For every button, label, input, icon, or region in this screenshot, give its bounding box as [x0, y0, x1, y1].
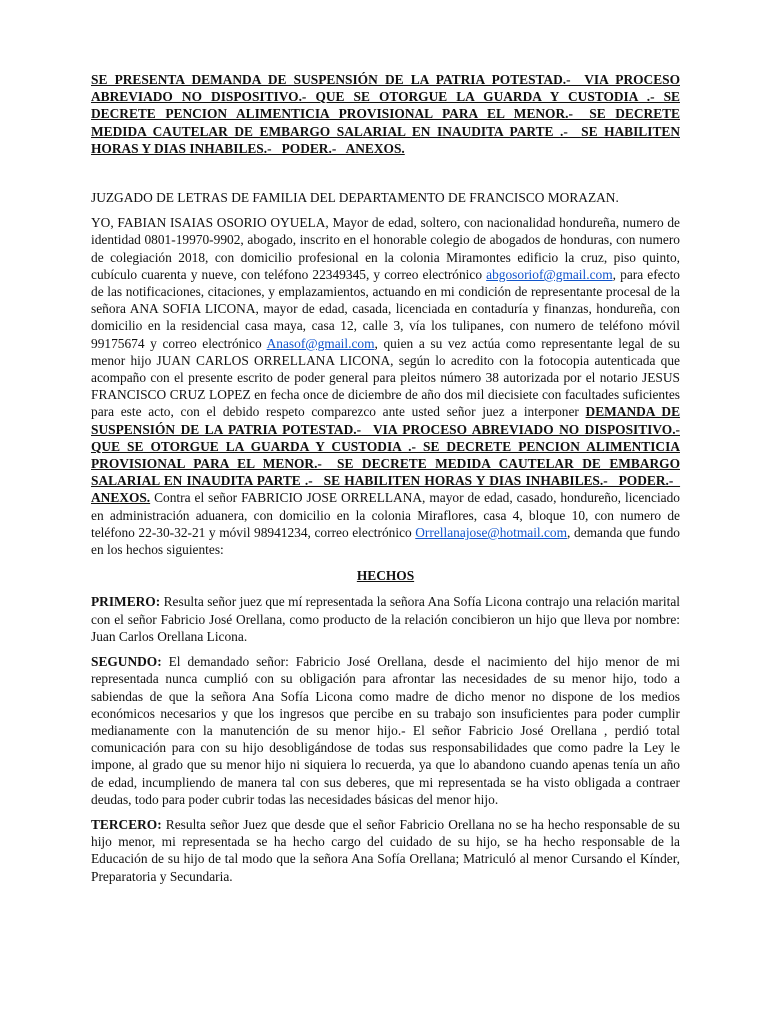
fact-label: TERCERO:	[91, 816, 162, 832]
court-name: JUZGADO DE LETRAS DE FAMILIA DEL DEPARTAMENTO DE FRANCISCO MORAZAN.	[91, 190, 619, 206]
fact-text: Resulta señor Juez que desde que el señor Fabricio Orellana no se ha hecho responsable de su hijo menor, mi representada se ha hecho cargo del cuidado de su hijo, se ha hecho responsable de la Educación de su hijo de tal modo que la señora Ana Sofía Orellana; Matriculó al menor Cursando el Kínder, Preparatoria y Secundaria.	[91, 816, 680, 884]
intro-paragraph	[91, 214, 680, 558]
email-link-plaintiff[interactable]: Anasof@gmail.com	[266, 335, 375, 351]
email-link-lawyer[interactable]: abgosoriof@gmail.com	[486, 266, 613, 282]
fact-paragraph	[91, 653, 680, 808]
intro-text-5: , demanda que fundo en los hechos siguientes:	[91, 524, 680, 558]
intro-text-4: Contra el señor FABRICIO JOSE ORRELLANA, mayor de edad, casado, hondureño, licenciado en administración aduanera, con domicilio en la colonia Miraflores, casa 4, bloque 10, con numero de teléfono 22-30-32-21 y móvil 98941234, correo electrónico	[91, 490, 680, 540]
document-page	[91, 71, 680, 893]
intro-text-1: YO, FABIAN ISAIAS OSORIO OYUELA, Mayor de edad, soltero, con nacionalidad hondureña, numero de identidad 0801-19970-9902, abogado, inscrito en el honorable colegio de abogados de honduras, con numero de colegiación 2018, con domicilio profesional en la colonia Miramontes edificio la cruz, piso quinto, cubículo cuarenta y nueve, con teléfono 22349345, y correo electrónico	[91, 215, 680, 282]
fact-paragraph	[91, 816, 680, 885]
document-heading: SE PRESENTA DEMANDA DE SUSPENSIÓN DE LA PATRIA POTESTAD.-_ VIA PROCESO ABREVIADO NO DISPOSITIVO.- QUE SE OTORGUE LA GUARDA Y CUSTODIA .- SE DECRETE PENCION ALIMENTICIA PROVISIONAL PARA EL MENOR.-_ SE DECRETE MEDIDA CAUTELAR DE EMBARGO SALARIAL EN INAUDITA PARTE .-_ SE HABILITEN HORAS Y DIAS INHABILES.-_ PODER.-_ ANEXOS.	[91, 72, 680, 156]
fact-label: SEGUNDO:	[91, 654, 162, 670]
fact-paragraph	[91, 593, 680, 645]
email-link-defendant[interactable]: Orrellanajose@hotmail.com	[415, 524, 568, 540]
fact-text: Resulta señor juez que mí representada la señora Ana Sofía Licona contrajo una relación marital con el señor Fabricio José Orellana, como producto de la relación concibieron un hijo que lleva por nombre: Juan Carlos Orellana Licona.	[91, 594, 680, 644]
intro-text-2: , para efecto de las notificaciones, citaciones, y emplazamientos, actuando en mi condición de representante procesal de la señora ANA SOFIA LICONA, mayor de edad, casada, licenciada en contaduría y finanzas, hondureña, con domicilio en la residencial casa maya, casa 12, calle 3, vía los tulipanes, con numero de teléfono móvil 99175674 y correo electrónico	[91, 266, 680, 351]
fact-label: PRIMERO:	[91, 594, 161, 610]
facts-title: HECHOS	[356, 568, 415, 584]
fact-text: El demandado señor: Fabricio José Orellana, desde el nacimiento del hijo menor de mi representada nunca cumplió con su obligación para afrontar las necesidades de su menor hijo, todo a sabiendas de que la señora Ana Sofía Licona como madre de dicho menor no dispone de los medios económicos necesarios y que los ingresos que percibe en su trabajo son insuficientes para poder cumplir medianamente con la manutención de su menor hijo.- El señor Fabricio José Orellana , perdió total comunicación para con su hijo desobligándose de todas sus responsabilidades que como padre la Ley le impone, al grado que su menor hijo ni siquiera lo recuerda, ya que lo abandono cuando apenas tenía un año de edad, incumpliendo de manera tal con sus deberes, que mi representada se ha visto obligada a contraer deudas, todo para poder cubrir todas las necesidades básicas del menor hijo.	[91, 654, 680, 807]
demand-title: DEMANDA DE SUSPENSIÓN DE LA PATRIA POTESTAD.-_ VIA PROCESO ABREVIADO NO DISPOSITIVO.- QUE SE OTORGUE LA GUARDA Y CUSTODIA .- SE DECRETE PENCION ALIMENTICIA PROVISIONAL PARA EL MENOR.-_ SE DECRETE MEDIDA CAUTELAR DE EMBARGO SALARIAL EN INAUDITA PARTE .-_ SE HABILITEN HORAS Y DIAS INHABILES.-_ PODER.-_ ANEXOS.	[91, 404, 681, 506]
intro-text-3: , quien a su vez actúa como representante legal de su menor hijo JUAN CARLOS ORRELLANA LICONA, según lo acredito con la fotocopia autenticada que acompaño con el presente escrito de poder general para pleitos número 38 autorizada por el notario JESUS FRANCISCO CRUZ LOPEZ en fecha once de diciembre de año dos mil diecisiete con facultades suficientes para este acto, con el debido respeto comparezco ante usted señor juez a interponer	[91, 335, 680, 420]
